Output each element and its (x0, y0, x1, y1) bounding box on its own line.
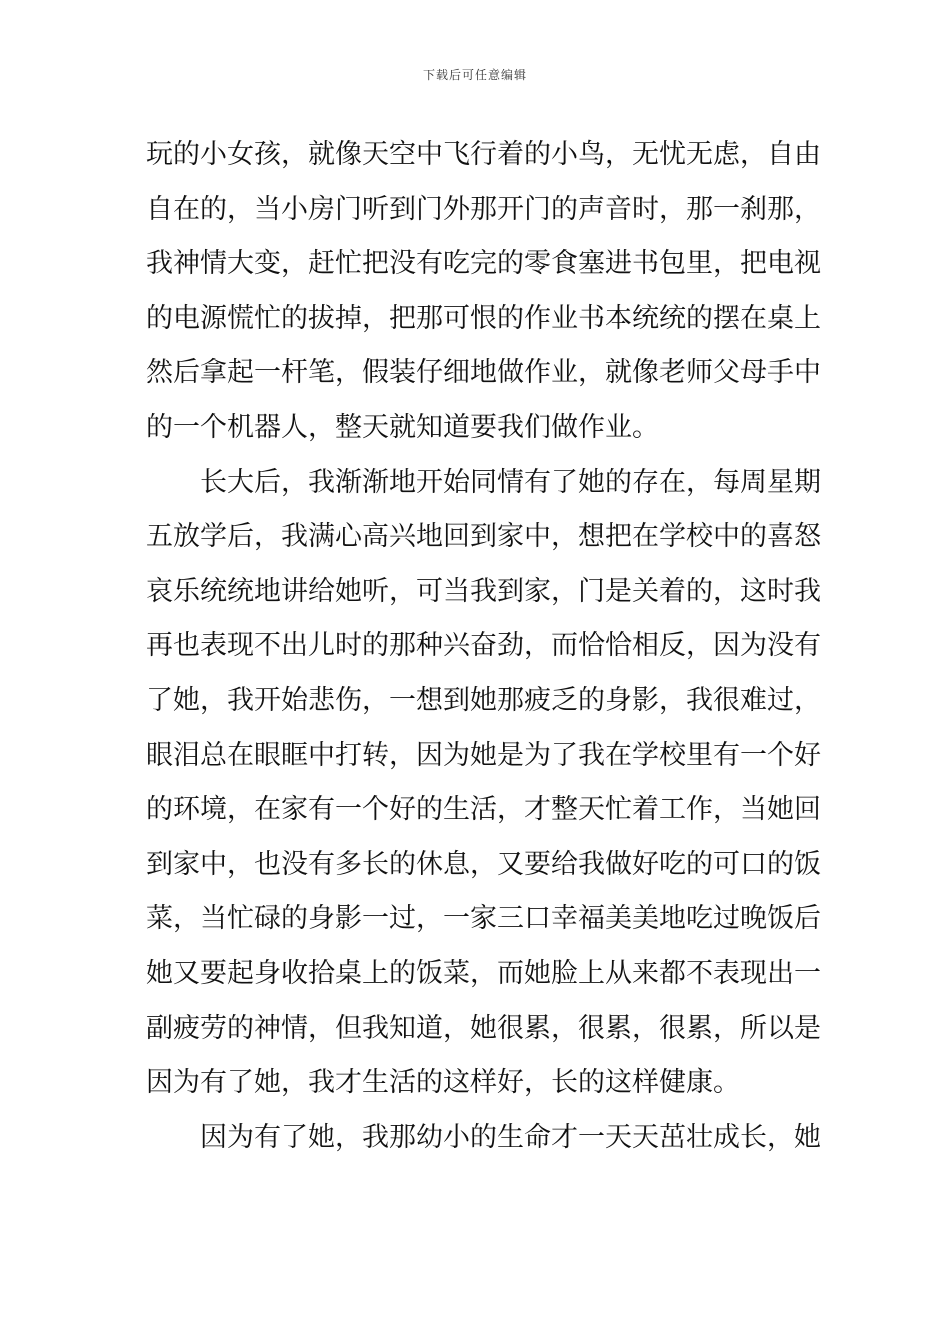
text-line: 玩的小女孩，就像天空中飞行着的小鸟，无忧无虑，自由 (146, 139, 821, 170)
paragraph-start-line: 因为有了她，我那幼小的生命才一天天茁壮成长，她 (200, 1121, 821, 1153)
text-line: 了她，我开始悲伤，一想到她那疲乏的身影，我很难过， (146, 684, 821, 716)
body-text (146, 128, 821, 1165)
page-header: 下载后可任意编辑 (422, 68, 527, 82)
text-line: 她又要起身收拾桌上的饭菜，而她脸上从来都不表现出一 (146, 957, 821, 989)
text-line: 自在的，当小房门听到门外那开门的声音时，那一刹那， (146, 193, 821, 225)
text-line: 我神情大变，赶忙把没有吃完的零食塞进书包里，把电视 (146, 248, 821, 280)
text-line: 五放学后，我满心高兴地回到家中，想把在学校中的喜怒 (146, 521, 821, 553)
text-line: 因为有了她，我才生活的这样好，长的这样健康。 (146, 1067, 740, 1099)
paragraph-start-line: 长大后，我渐渐地开始同情有了她的存在，每周星期 (200, 466, 821, 498)
text-line: 菜，当忙碌的身影一过，一家三口幸福美美地吃过晚饭后 (146, 903, 821, 935)
text-line: 哀乐统统地讲给她听，可当我到家，门是关着的，这时我 (146, 575, 821, 607)
text-line: 的一个机器人，整天就知道要我们做作业。 (146, 411, 659, 443)
text-line: 眼泪总在眼眶中打转，因为她是为了我在学校里有一个好 (146, 739, 821, 771)
text-line: 到家中，也没有多长的休息，又要给我做好吃的可口的饭 (146, 848, 821, 880)
text-line: 副疲劳的神情，但我知道，她很累，很累，很累，所以是 (146, 1012, 821, 1044)
text-line: 的电源慌忙的拔掉，把那可恨的作业书本统统的摆在桌上 (146, 302, 821, 334)
text-line: 再也表现不出儿时的那种兴奋劲，而恰恰相反，因为没有 (146, 630, 821, 662)
text-line: 的环境，在家有一个好的生活，才整天忙着工作，当她回 (146, 794, 821, 826)
text-line: 然后拿起一杆笔，假装仔细地做作业，就像老师父母手中 (146, 357, 821, 389)
